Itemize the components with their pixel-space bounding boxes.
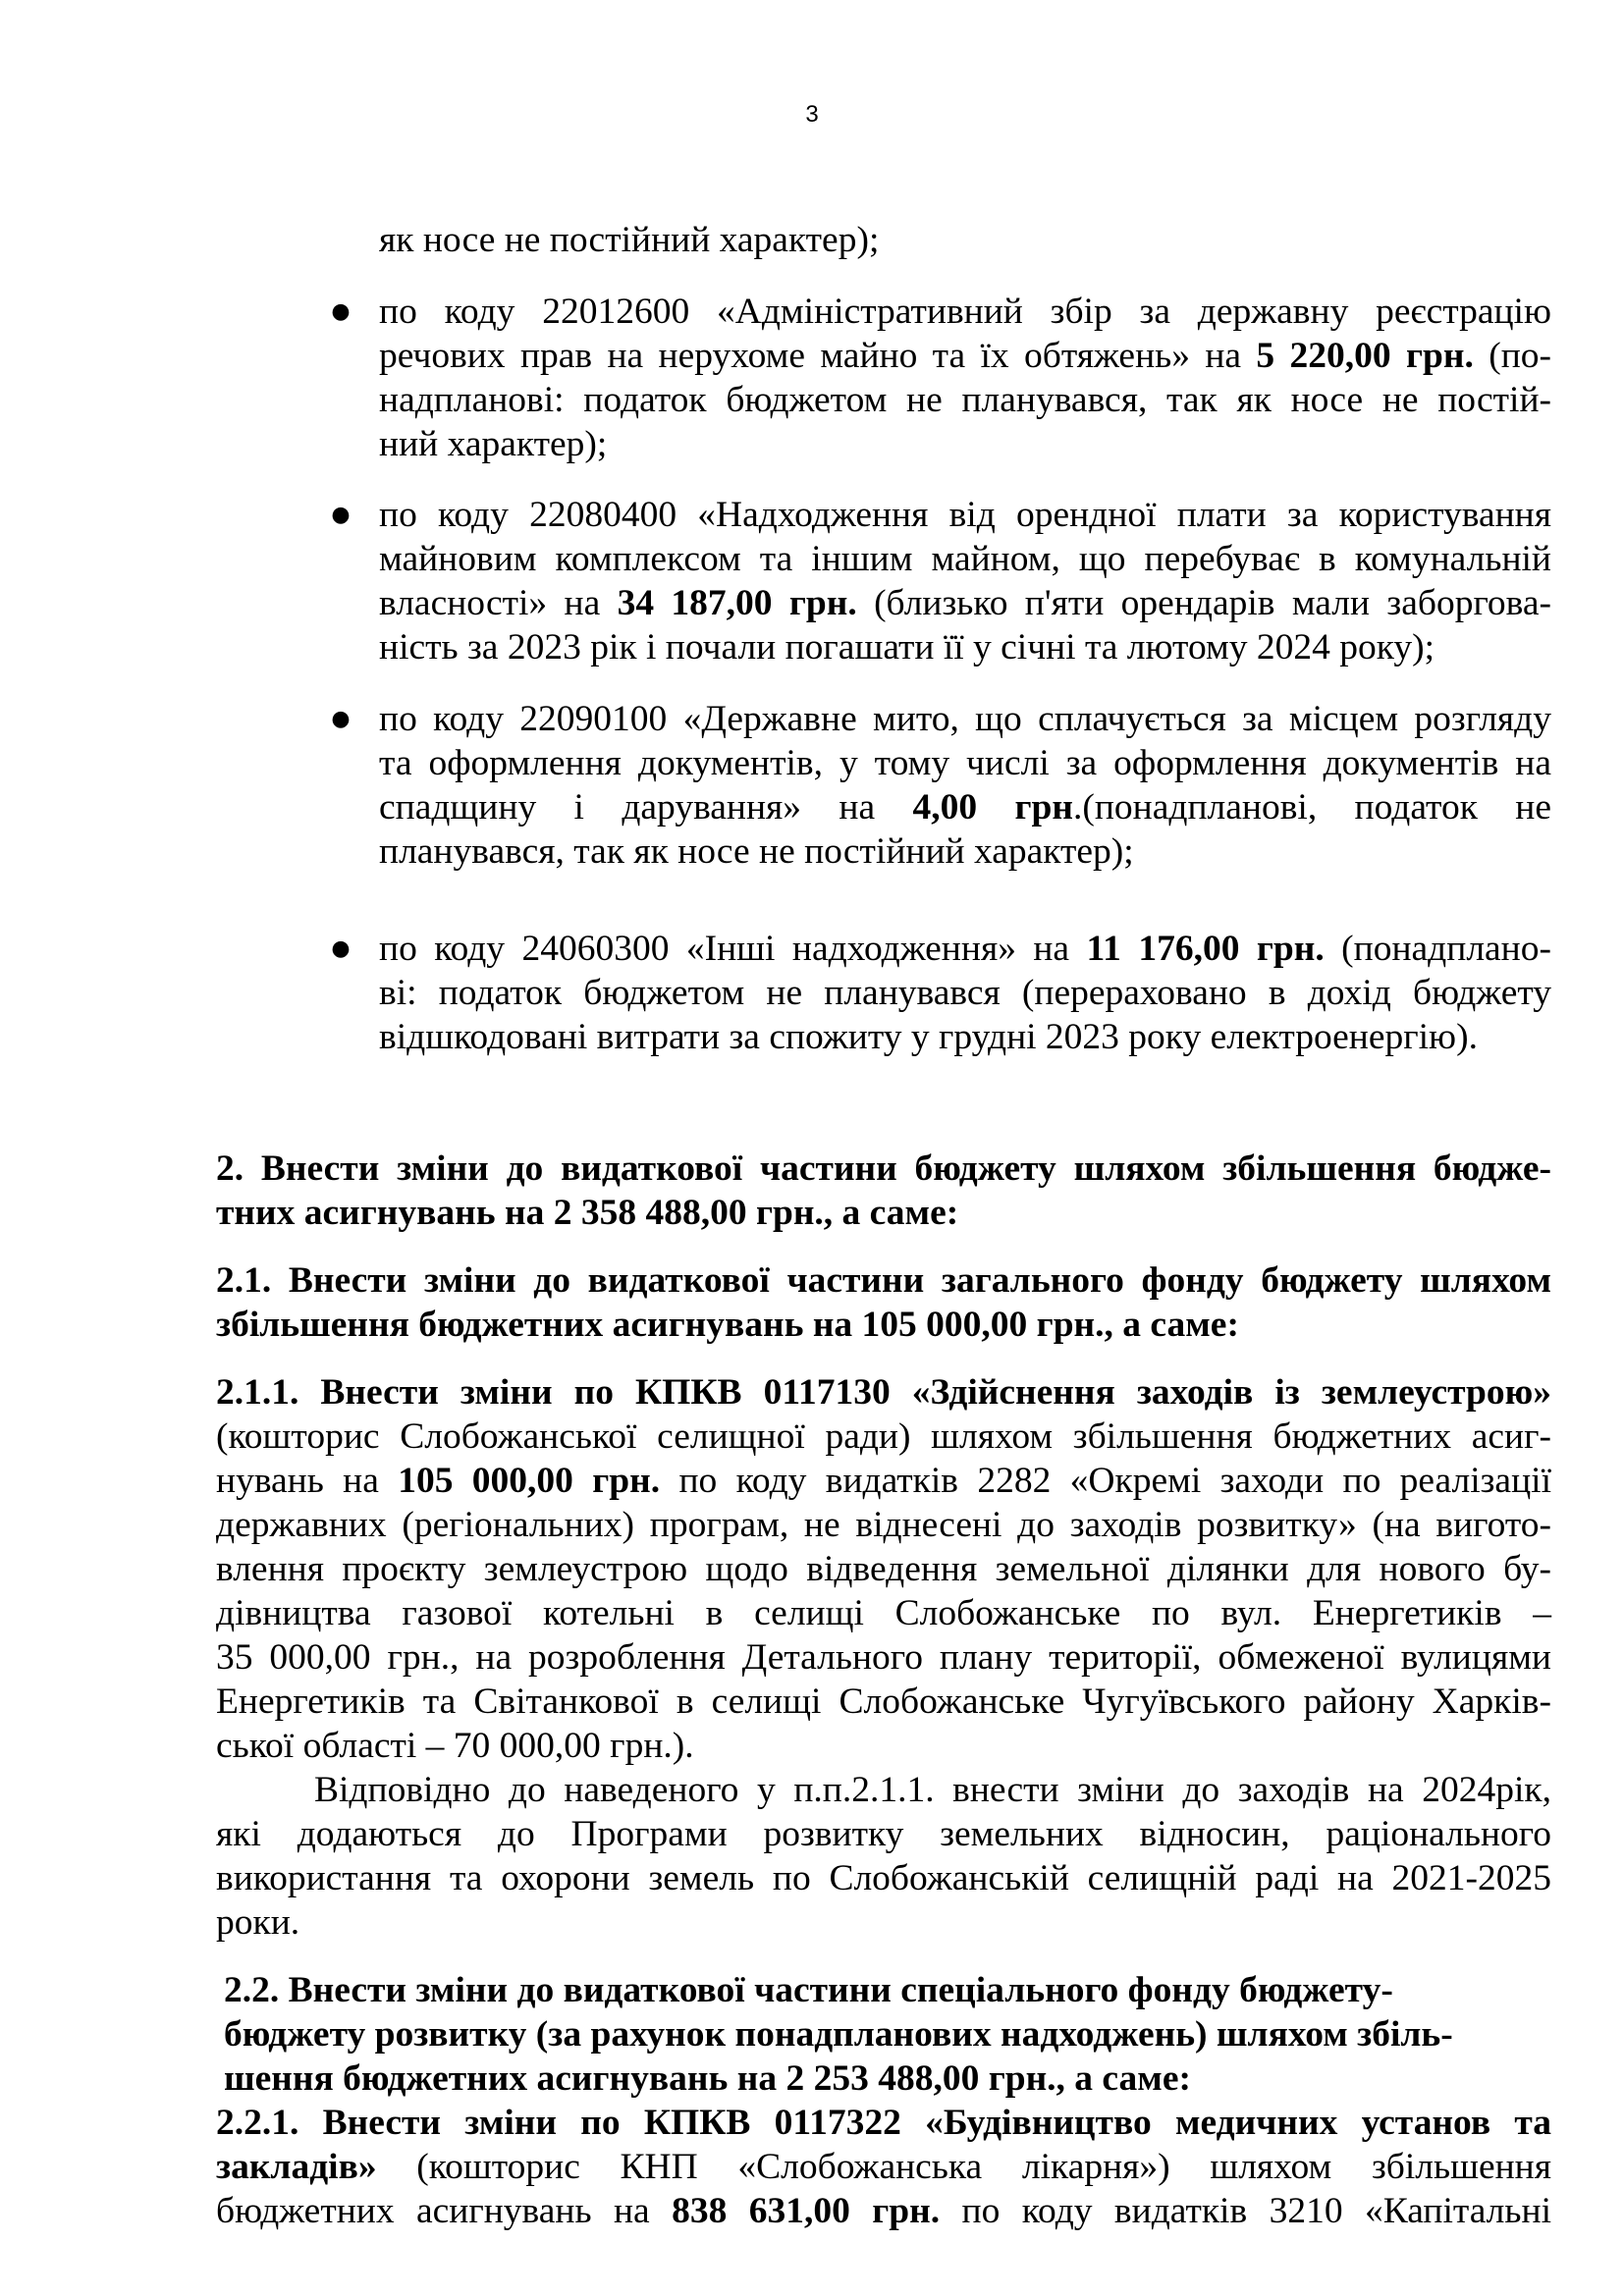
section-2-2-1: 2.2.1. Внести зміни по КПКВ 0117322 «Будівництво медичних установ та закладів» (кошторис КНП «Слобожанська лікарня») шляхом збільшення бюджетних асигнувань на 838 631,00 грн. по коду видатків 3210 «Капітальні xyxy=(216,2103,1551,2231)
section-2-1-heading: 2.1. Внести зміни до видаткової частини загального фонду бюджету шляхом збільшення бюджетних асигнувань на 105 000,00 грн., а саме: xyxy=(216,1260,1551,1345)
amount: 11 176,00 грн. xyxy=(1086,929,1325,969)
bullet-item-24060300: ● по коду 24060300 «Інші надходження» на 11 176,00 грн. (понадплано- ві: податок бюджетом не планувався (перераховано в дохід бюджету відшкодовані витрати за спожиту у грудні 2023 року електроенергію). xyxy=(331,929,1551,1057)
bullet-icon: ● xyxy=(331,936,351,961)
section-2-2-heading: 2.2. Внести зміни до видаткової частини спеціального фонду бюджету- бюджету розвитку (за рахунок понадпланових надходжень) шляхом збіль- шення бюджетних асигнувань на 2 253 488,00 грн., а саме: xyxy=(224,1970,1453,2099)
amount: 105 000,00 грн. xyxy=(398,1461,661,1501)
program-paragraph: Відповідно до наведеного у п.п.2.1.1. внести зміни до заходів на 2024рік, які додаються до Програми розвитку земельних відносин, раціонального використання та охорони земель по Слобожанській селищній раді на 2021-2025 роки. xyxy=(216,1770,1551,1943)
page-number: 3 xyxy=(805,101,819,128)
bullet-item-22090100: ● по коду 22090100 «Державне мито, що сплачується за місцем розгляду та оформлення документів, у тому числі за оформлення документів на спадщину і дарування» на 4,00 грн.(понадпланові, податок не планувався, так як носе не постійний характер); xyxy=(331,699,1551,872)
bullet-icon: ● xyxy=(331,707,351,731)
amount: 838 631,00 грн. xyxy=(672,2191,941,2231)
bullet-item-22012600: ● по коду 22012600 «Адміністративний збір за державну реєстрацію речових прав на нерухоме майно та їх обтяжень» на 5 220,00 грн. (по- надпланові: податок бюджетом не планувався, так як носе не постій- ний характер); xyxy=(331,292,1552,464)
bullet-item-22080400: ● по коду 22080400 «Надходження від орендної плати за користування майновим комплексом та іншим майном, що перебуває в комунальній власності» на 34 187,00 грн. (близько п'яти орендарів мали заборгова- ність за 2023 рік і почали погашати її у січні та лютому 2024 року); xyxy=(331,495,1551,667)
bullet-continuation: як носе не постійний характер); xyxy=(379,220,880,260)
section-2-1-1: 2.1.1. Внести зміни по КПКВ 0117130 «Здійснення заходів із землеустрою» (кошторис Слобожанської селищної ради) шляхом збільшення бюджетних асиг- нувань на 105 000,00 грн. по коду видатків 2282 «Окремі заходи по реалізації державних (регіональних) програм, не віднесені до заходів розвитку» (на вигото- влення проєкту землеустрою щодо відведення земельної ділянки для нового бу- дівництва газової котельні в селищі Слобожанське по вул. Енергетиків – 35 000,00 грн., на розроблення Детального плану території, обмеженої вулицями Енергетиків та Світанкової в селищі Слобожанське Чугуївського району Харків- ської області – 70 000,00 грн.). xyxy=(216,1372,1551,1766)
section-2-heading: 2. Внести зміни до видаткової частини бюджету шляхом збільшення бюдже- тних асигнувань на 2 358 488,00 грн., а саме: xyxy=(216,1148,1551,1233)
amount: 34 187,00 грн. xyxy=(617,583,857,623)
amount: 5 220,00 грн. xyxy=(1256,336,1474,376)
bullet-icon: ● xyxy=(331,299,351,324)
bullet-icon: ● xyxy=(331,503,351,527)
amount: 4,00 грн xyxy=(912,787,1073,828)
